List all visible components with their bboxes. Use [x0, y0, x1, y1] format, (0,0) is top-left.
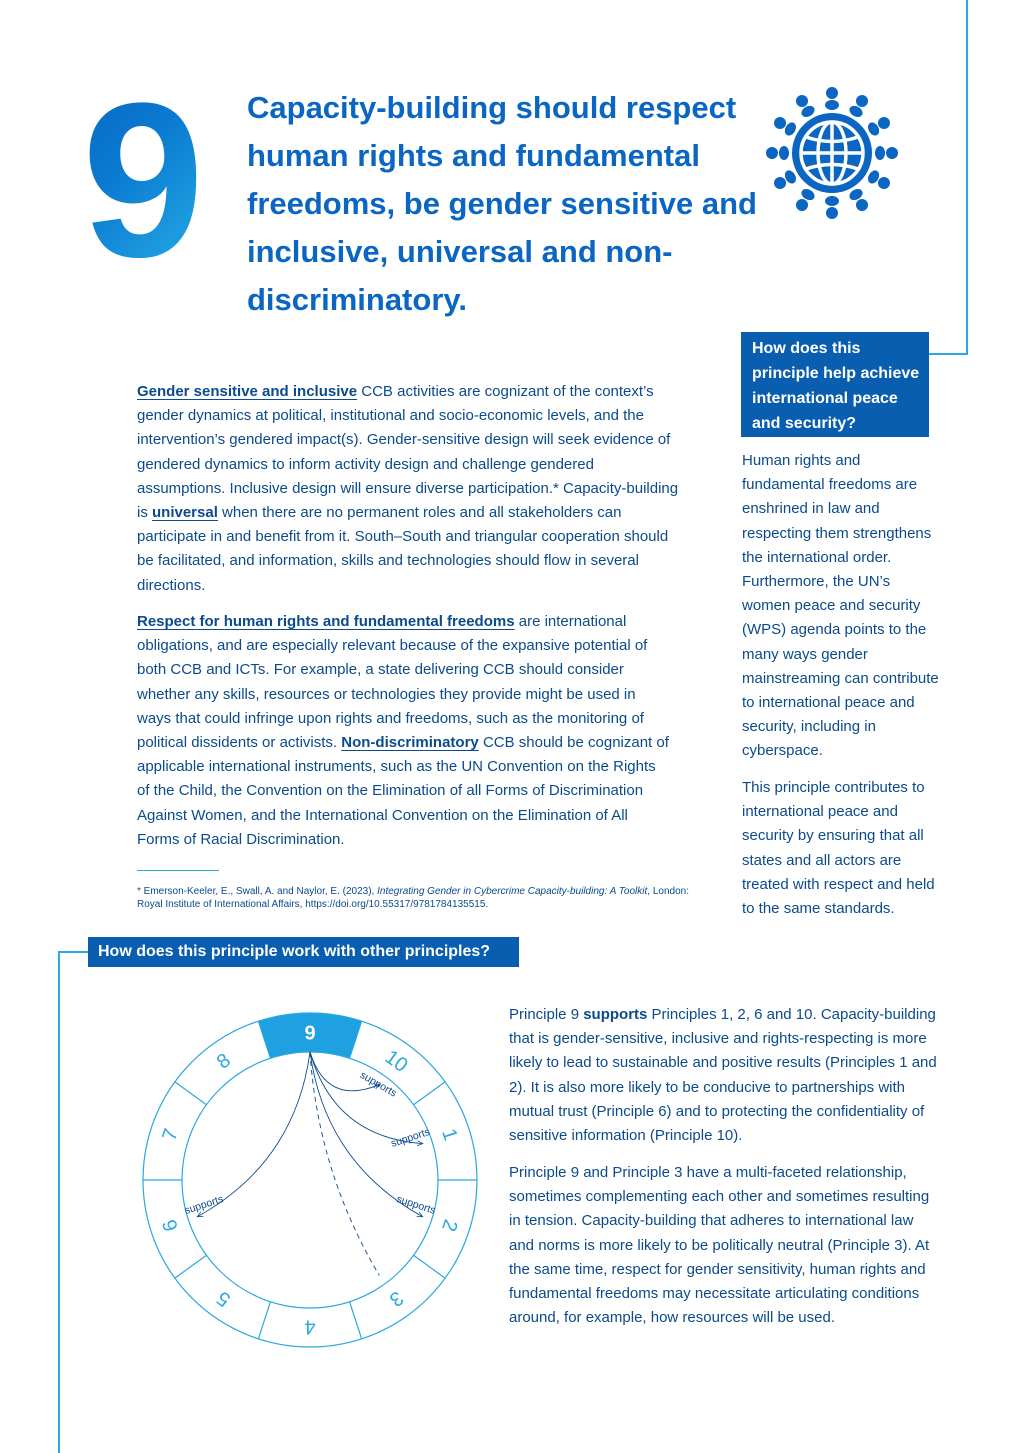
person-head	[826, 87, 838, 99]
segment-label-1: 1	[437, 1126, 462, 1144]
ring-divider	[350, 1302, 362, 1339]
work-paragraph-2	[509, 1161, 941, 1330]
ring-inner	[182, 1052, 438, 1311]
frame-line-left-connector	[58, 951, 90, 953]
person-head	[856, 199, 868, 211]
link-label-6: supports	[182, 1193, 225, 1217]
person-head	[826, 207, 838, 219]
main-paragraph-1	[137, 380, 682, 598]
work-heading: How does this principle work with other principles?	[88, 937, 519, 967]
keyword-gender-sensitive: Gender sensitive and inclusive	[137, 383, 358, 400]
frame-line-left	[58, 951, 60, 1453]
link-label-1: supports	[389, 1125, 432, 1150]
sidebar-p2-text: This principle contributes to international peace and security by ensuring that all states and all actors are treated with respect and held to the same standards.	[742, 779, 935, 918]
person-head	[796, 199, 808, 211]
work-p1-text-2: Principles 1, 2, 6 and 10. Capacity-building that is gender-sensitive, inclusive and rights-respecting is more likely to lead to sustainable and positive results (Principles 1 and 2). It is also more likely to be conducive to partnerships with mutual trust (Principle 6) and to protecting the confidentiality of sensitive information (Principle 10).	[509, 1006, 937, 1145]
segment-label-5: 5	[212, 1286, 235, 1311]
p2-text-1: are international obligations, and are especially relevant because of the expansive potential of both CCB and ICTs. For example, a state delivering CCB should consider whether any skills, resources or technologies they provide might be used in ways that could infringe upon rights and freedoms, such as the monitoring of political dissidents or activists.	[137, 613, 648, 752]
person-head	[796, 95, 808, 107]
ring-outer	[143, 1013, 477, 1347]
segment-label-8: 8	[212, 1049, 235, 1074]
footnote-text-2: , London: Royal Institute of International Affairs, https://doi.org/10.55317/9781784135515.	[137, 886, 689, 910]
link-label-10: supports	[357, 1069, 399, 1100]
ring-divider	[175, 1082, 207, 1105]
p2-text-2: CCB should be cognizant of applicable international instruments, such as the UN Convention on the Rights of the Child, the Convention on the Elimination of all Forms of Discrimination Against Women, and the International Convention on the Elimination of All Forms of Racial Discrimination.	[137, 734, 669, 848]
segment-label-6: 6	[158, 1216, 183, 1234]
person-body	[825, 196, 839, 206]
sidebar-p1-text: Human rights and fundamental freedoms are enshrined in law and respecting them strengthens the international order. Furthermore, the UN’s women peace and security (WPS) agenda points to the many ways gender mainstreaming can contribute to international peace and security, including in cyberspace.	[742, 452, 939, 760]
p1-text-2: when there are no permanent roles and all stakeholders can participate in and benefit from it. South–South and triangular cooperation should be facilitated, and information, skills and technologies should flow in several directions.	[137, 504, 669, 594]
segment-label-9: 9	[304, 1022, 316, 1045]
person-head	[886, 147, 898, 159]
segment-label-3: 3	[385, 1286, 408, 1311]
person-body	[825, 100, 839, 110]
link-label-2: supports	[395, 1193, 438, 1217]
ring-divider	[414, 1082, 446, 1105]
work-paragraph-1	[509, 1003, 939, 1148]
sidebar-paragraph-2	[742, 776, 937, 921]
main-paragraph-2	[137, 610, 672, 852]
segment-label-10: 10	[380, 1046, 412, 1077]
ring-divider	[414, 1255, 446, 1278]
segment-label-4: 4	[304, 1315, 316, 1338]
frame-line-right-connector	[929, 353, 968, 355]
principle-title: Capacity-building should respect human rights and fundamental freedoms, be gender sensitive and inclusive, universal and non-discriminatory.	[247, 90, 757, 317]
segment-label-2: 2	[437, 1216, 462, 1234]
footnote-title: Integrating Gender in Cybercrime Capacity-building: A Toolkit	[377, 886, 648, 897]
footnote	[137, 885, 697, 911]
segment-label-7: 7	[158, 1126, 183, 1144]
person-head	[774, 117, 786, 129]
person-body	[875, 146, 885, 160]
keyword-human-rights: Respect for human rights and fundamental freedoms	[137, 613, 515, 630]
frame-line-right	[966, 0, 968, 355]
ring-divider	[258, 1302, 270, 1339]
sidebar-heading: How does this principle help achieve international peace and security?	[741, 332, 929, 437]
work-p2-text: Principle 9 and Principle 3 have a multi-faceted relationship, sometimes complementing each other and sometimes resulting in tension. Capacity-building that adheres to international law and norms is more likely to be politically neutral (Principle 3). At the same time, respect for gender sensitivity, human rights and fundamental freedoms may necessitate articulating conditions around, for example, how resources will be used.	[509, 1164, 930, 1327]
person-head	[856, 95, 868, 107]
keyword-universal: universal	[152, 504, 218, 522]
principles-relationship-diagram	[130, 1000, 490, 1360]
footnote-divider	[137, 870, 219, 871]
footnote-text-1: * Emerson-Keeler, E., Swall, A. and Naylor, E. (2023),	[137, 886, 378, 897]
person-head	[878, 177, 890, 189]
principle-number: 9	[82, 57, 199, 303]
person-body	[779, 146, 789, 160]
person-head	[878, 117, 890, 129]
person-head	[766, 147, 778, 159]
person-head	[774, 177, 786, 189]
work-p1-text-1: Principle 9	[509, 1006, 584, 1023]
keyword-non-discriminatory: Non-discriminatory	[341, 734, 479, 752]
work-p1-bold: supports	[583, 1006, 648, 1023]
link-to-6	[198, 1052, 310, 1216]
sidebar-paragraph-1	[742, 449, 942, 764]
ring-divider	[175, 1255, 207, 1278]
globe-people-icon	[766, 86, 898, 220]
p1-text-1: CCB activities are cognizant of the context’s gender dynamics at political, institutional and socio-economic levels, and the intervention’s gendered impact(s). Gender-sensitive design will seek evidence of gendered dynamics to inform activity design and challenge gendered assumptions. Inclusive design will ensure diverse participation.* Capacity-building is	[137, 383, 679, 522]
